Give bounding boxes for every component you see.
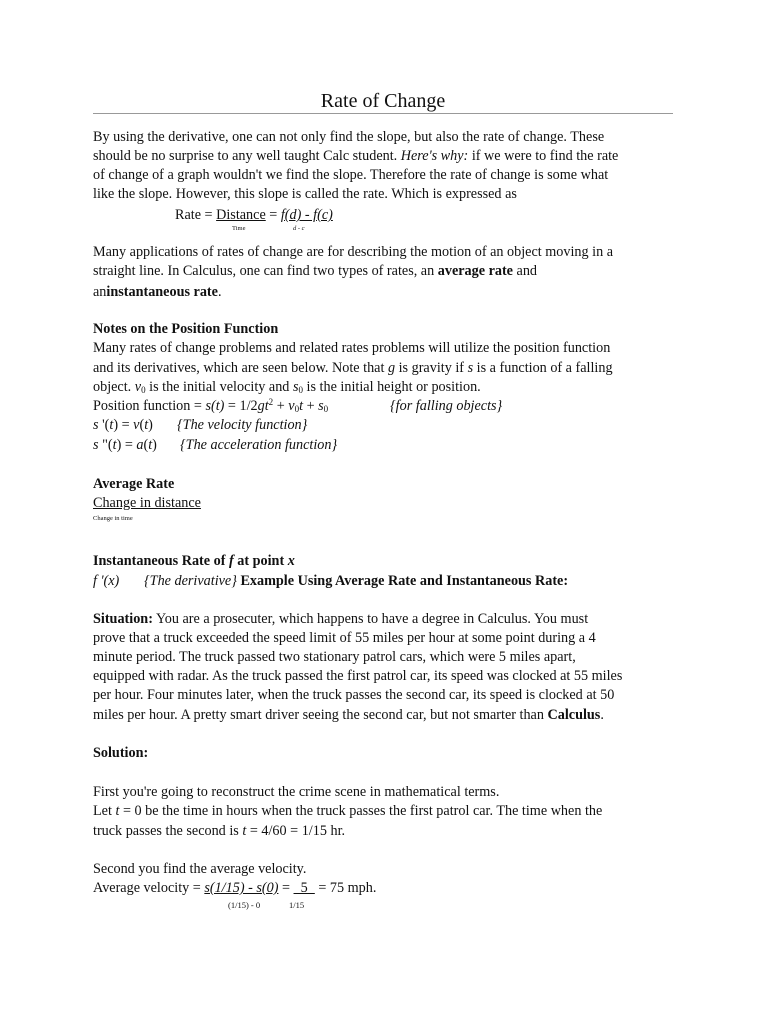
apps-line-2: straight line. In Calculus, one can find two types of rates, an average rate and xyxy=(93,263,538,279)
solution-line-2: Let t = 0 be the time in hours when the truck passes the first patrol car. The time when the xyxy=(93,803,603,819)
average-rate-heading: Average Rate xyxy=(93,476,175,492)
position-line-1: Many rates of change problems and related rates problems will utilize the position function xyxy=(93,340,611,356)
solution-line-1: First you're going to reconstruct the crime scene in mathematical terms. xyxy=(93,784,500,800)
solution-line-4: Second you find the average velocity. xyxy=(93,861,307,877)
position-line-2: and its derivatives, which are seen below. Note that g is gravity if s is a function of a falling xyxy=(93,360,613,376)
acceleration-note: {The acceleration function} xyxy=(180,437,338,453)
solution-line-3: truck passes the second is t = 4/60 = 1/15 hr. xyxy=(93,823,346,839)
velocity-note: {The velocity function} xyxy=(177,417,308,433)
derivative-note-line: {The derivative} Example Using Average Rate and Instantaneous Rate: xyxy=(144,573,569,589)
average-velocity-denominator-1: (1/15) - 0 xyxy=(228,900,261,910)
apps-line-3: aninstantaneous rate. xyxy=(93,284,222,300)
position-line-3: object. $v_0$ is the initial velocity and $s_0$ is the initial height or position. xyxy=(93,379,481,395)
rate-formula: Rate = Distance = f(d) - f(c) xyxy=(175,207,333,223)
page-title: Rate of Change xyxy=(320,90,446,112)
situation-line-1: Situation: You are a prosecuter, which happens to have a degree in Calculus. You must xyxy=(93,611,589,627)
apps-line-1: Many applications of rates of change are for describing the motion of an object moving in a xyxy=(93,244,614,260)
average-velocity-formula: Average velocity = s(1/15) - s(0) = 5 = 75 mph. xyxy=(93,880,377,896)
situation-line-3: minute period. The truck passed two stationary patrol cars, which were 5 miles apart, xyxy=(93,649,576,665)
solution-heading: Solution: xyxy=(93,745,149,761)
rate-denominator-dc: d - c xyxy=(293,225,305,232)
title-rule xyxy=(93,113,673,114)
average-rate-denominator: Change in time xyxy=(93,515,133,522)
situation-line-6: miles per hour. A pretty smart driver seeing the second car, but not smarter than Calculus. xyxy=(93,707,604,723)
situation-line-5: per hour. Four minutes later, when the truck passes the second car, its speed is clocked at 50 xyxy=(93,687,615,703)
velocity-function: s '(t) = v(t) xyxy=(93,417,153,433)
intro-line-4: like the slope. However, this slope is called the rate. Which is expressed as xyxy=(93,186,517,202)
situation-line-4: equipped with radar. As the truck passed the first patrol car, its speed was clocked at 55 miles xyxy=(93,668,623,684)
average-rate-numerator: Change in distance xyxy=(93,495,201,511)
situation-line-2: prove that a truck exceeded the speed limit of 55 miles per hour at some point during a 4 xyxy=(93,630,596,646)
position-function-note: {for falling objects} xyxy=(390,398,503,414)
instantaneous-rate-heading: Instantaneous Rate of f at point x xyxy=(93,553,295,569)
derivative-line: f '(x) xyxy=(93,573,120,589)
intro-line-1: By using the derivative, one can not only find the slope, but also the rate of change. These xyxy=(93,129,605,145)
acceleration-function: s "(t) = a(t) xyxy=(93,437,157,453)
intro-line-3: of change of a graph wouldn't we find the slope. Therefore the rate of change is some what xyxy=(93,167,609,183)
intro-line-2: should be no surprise to any well taught Calc student. Here's why: if we were to find the rate xyxy=(93,148,619,164)
position-function: Position function = $s(t) = 1/2gt^2 + v_0t + s_0$ xyxy=(93,397,329,414)
position-heading: Notes on the Position Function xyxy=(93,321,279,337)
rate-denominator-time: Time xyxy=(232,225,246,232)
average-velocity-denominator-2: 1/15 xyxy=(289,900,305,910)
